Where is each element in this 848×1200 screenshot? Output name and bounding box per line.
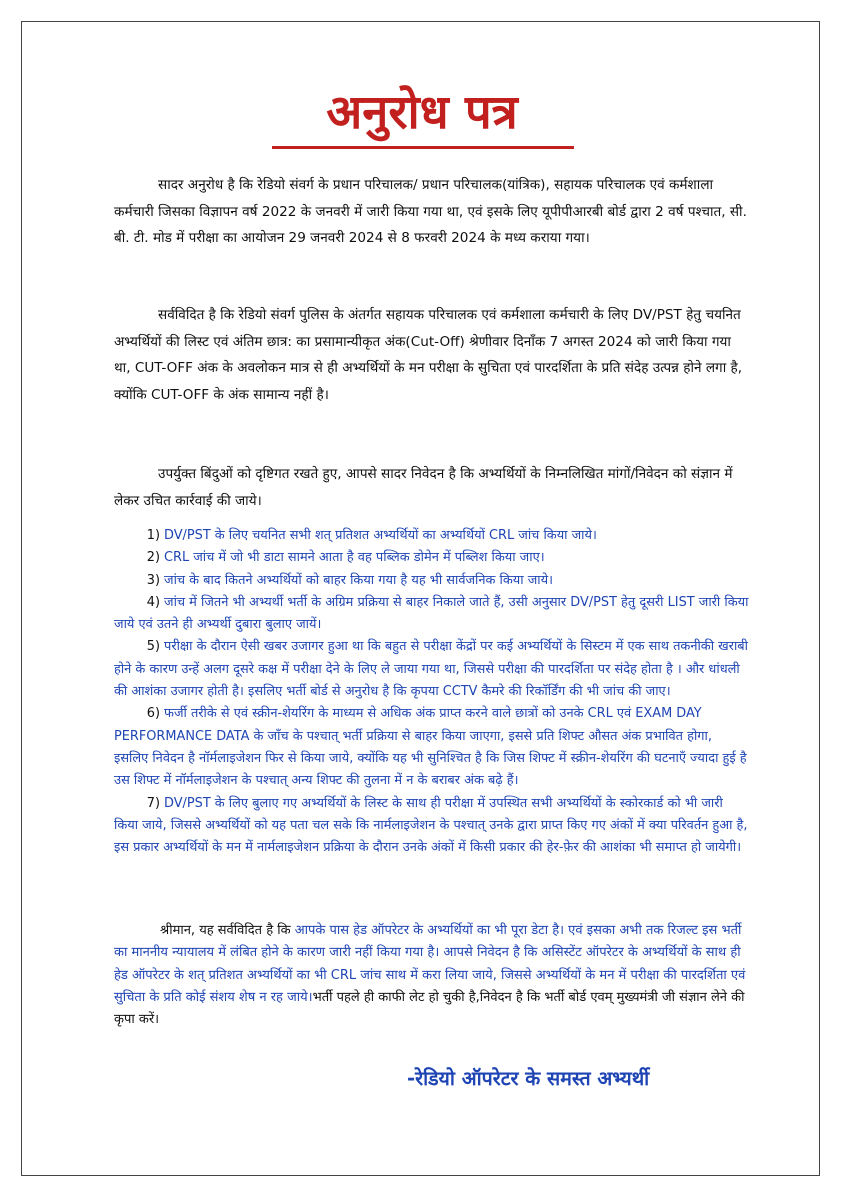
closing-body: आपके पास हेड ऑपरेटर के अभ्यर्थियों का भी पूरा डेटा है। एवं इसका अभी तक रिजल्ट इस भर्ती का माननीय न्यायालय में लंबित होने के कारण जारी नहीं किया गया है। आपसे निवेदन है कि असिस्टेंट ऑपरेटर के अभ्यर्थियों के साथ ही हेड ऑपरेटर के शत् प्रतिशत अभ्यर्थियों का भी CRL जांच साथ में करा लिया जाये, जिससे अभ्यर्थियों के मन में परीक्षा की पारदर्शिता एवं सुचिता के प्रति कोई संशय शेष न रह जाये। xyxy=(114,923,746,1005)
demand-item xyxy=(114,592,750,637)
demand-item xyxy=(114,793,750,860)
demand-number: 7) xyxy=(146,795,160,811)
paragraph-request xyxy=(114,461,750,514)
document-title: अनुरोध पत्र xyxy=(326,85,518,140)
paragraph-cutoff-text: सर्वविदित है कि रेडियो संवर्ग पुलिस के अंतर्गत सहायक परिचालक एवं कर्मशाला कर्मचारी के लिए DV/PST हेतु चयनित अभ्यर्थियों की लिस्ट एवं अंतिम छात्र: का प्रसामान्यीकृत अंक(Cut-Off) श्रेणीवार दिनाँक 7 अगस्त 2024 को जारी किया गया था, CUT-OFF अंक के अवलोकन मात्र से ही अभ्यर्थियों के मन परीक्षा के सुचिता एवं पारदर्शिता के प्रति संदेह उत्पन्न होने लगा है, क्योंकि CUT-OFF के अंक सामान्य नहीं है। xyxy=(114,307,743,403)
demand-item xyxy=(114,525,750,547)
document-page xyxy=(21,21,820,1176)
demand-text: DV/PST के लिए बुलाए गए अभ्यर्थियों के लिस्ट के साथ ही परीक्षा में उपस्थित सभी अभ्यर्थियों के स्कोरकार्ड को भी जारी किया जाये, जिससे अभ्यर्थियों को यह पता चल सके कि नार्मलाइजेशन के पश्चात् उनके द्वारा प्राप्त किए गए अंकों में क्या परिवर्तन हुआ है, इस प्रकार अभ्यर्थियों के मन में नार्मलाइजेशन प्रक्रिया के दौरान उनके अंकों में किसी प्रकार की हेर-फ़ेर की आशंका भी समाप्त हो जायेगी। xyxy=(114,795,748,856)
demand-number: 2) xyxy=(146,550,160,566)
closing-tail: भर्ती पहले ही काफी लेट हो चुकी है,निवेदन है कि भर्ती बोर्ड एवम् मुख्यमंत्री जी संज्ञान लेने की कृपा करें। xyxy=(114,989,745,1028)
demand-text: CRL जांच में जो भी डाटा सामने आता है वह पब्लिक डोमेन में पब्लिश किया जाए। xyxy=(164,550,545,566)
demand-item xyxy=(114,636,750,703)
demand-number: 1) xyxy=(146,528,160,543)
demand-item xyxy=(114,547,750,569)
paragraph-intro xyxy=(114,172,750,252)
demand-text: जांच में जितने भी अभ्यर्थी भर्ती के अग्रिम प्रक्रिया से बाहर निकाले जाते हैं, उसी अनुसार DV/PST हेतु दूसरी LIST जारी किया जाये एवं उतने ही अभ्यर्थी दुबारा बुलाए जायें। xyxy=(114,594,749,633)
demand-number: 6) xyxy=(146,706,160,722)
demand-text: परीक्षा के दौरान ऐसी खबर उजागर हुआ था कि बहुत से परीक्षा केंद्रों पर कई अभ्यर्थियों के सिस्टम में एक साथ तकनीकी खराबी होने के कारण उन्हें अलग दूसरे कक्ष में परीक्षा देने के लिए ले जाया गया था, जिससे परीक्षा की पारदर्शिता पर संदेह होता है । और धांधली की आशंका उजागर होती है। इसलिए भर्ती बोर्ड से अनुरोध है कि कृपया CCTV कैमरे की रिकॉर्डिंग की भी जांच की जाए। xyxy=(114,639,748,700)
paragraph-request-text: उपर्युक्त बिंदुओं को दृष्टिगत रखते हुए, आपसे सादर निवेदन है कि अभ्यर्थियों के निम्नलिखित मांगों/निवेदन को संज्ञान में लेकर उचित कार्रवाई की जाये। xyxy=(114,466,733,509)
closing-paragraph xyxy=(114,920,750,1031)
demand-text: फर्जी तरीके से एवं स्क्रीन-शेयरिंग के माध्यम से अधिक अंक प्राप्त करने वाले छात्रों को उनके CRL एवं EXAM DAY PERFORMANCE DATA के जाँच के पश्चात् भर्ती प्रक्रिया से बाहर किया जाएगा, इससे प्रति शिफ्ट औसत अंक प्रभावित होगा, इसलिए निवेदन है नॉर्मलाइजेशन फिर से किया जाये, क्योंकि यह भी सुनिश्चित है कि जिस शिफ्ट में स्क्रीन-शेयरिंग की घटनाएँ ज्यादा हुई है उस शिफ्ट में नॉर्मलाइजेशन के पश्चात् अन्य शिफ्ट की तुलना में न के बराबर अंक बढ़े हैं। xyxy=(114,706,747,789)
demand-text: जांच के बाद कितने अभ्यर्थियों को बाहर किया गया है यह भी सार्वजनिक किया जाये। xyxy=(164,572,553,588)
demand-number: 3) xyxy=(146,572,160,588)
paragraph-cutoff xyxy=(114,302,750,408)
demand-number: 5) xyxy=(146,639,160,655)
demand-number: 4) xyxy=(146,594,160,610)
closing-lead: श्रीमान, यह सर्वविदित है कि xyxy=(160,923,295,938)
signature: -रेडियो ऑपरेटर के समस्त अभ्यर्थी xyxy=(407,1067,650,1090)
demand-item xyxy=(114,703,750,792)
title-underline xyxy=(272,146,574,149)
demand-text: DV/PST के लिए चयनित सभी शत् प्रतिशत अभ्यर्थियों का अभ्यर्थियों CRL जांच किया जाये। xyxy=(164,528,597,543)
demand-item xyxy=(114,570,750,592)
paragraph-intro-text: सादर अनुरोध है कि रेडियो संवर्ग के प्रधान परिचालक/ प्रधान परिचालक(यांत्रिक), सहायक परिचालक एवं कर्मशाला कर्मचारी जिसका विज्ञापन वर्ष 2022 के जनवरी में जारी किया गया था, एवं इसके लिए यूपीपीआरबी बोर्ड द्वारा 2 वर्ष पश्चात, सी. बी. टी. मोड में परीक्षा का आयोजन 29 जनवरी 2024 से 8 फरवरी 2024 के मध्य कराया गया। xyxy=(114,177,747,246)
demands-list xyxy=(114,525,750,859)
